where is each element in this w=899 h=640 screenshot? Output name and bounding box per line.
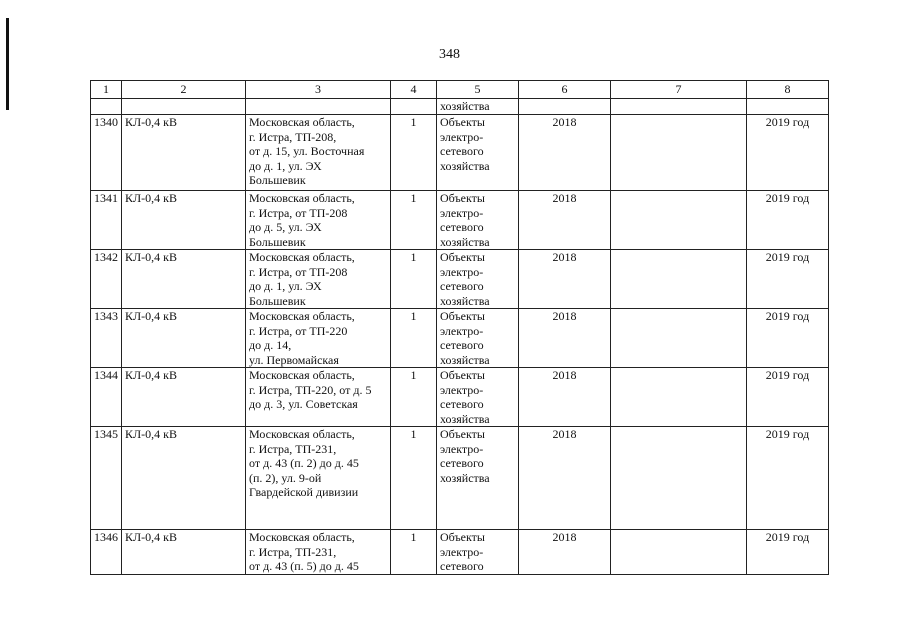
object-name: КЛ-0,4 кВ bbox=[122, 191, 246, 250]
object-name: КЛ-0,4 кВ bbox=[122, 250, 246, 309]
quantity: 1 bbox=[391, 368, 437, 427]
table-row bbox=[91, 309, 829, 368]
object-address: Московская область, г. Истра, от ТП-208 до д. 5, ул. ЭХ Большевик bbox=[246, 191, 391, 250]
header-cell-8: 8 bbox=[747, 81, 829, 99]
plan-period: 2019 год bbox=[747, 309, 829, 368]
object-name: КЛ-0,4 кВ bbox=[122, 427, 246, 530]
object-name: КЛ-0,4 кВ bbox=[122, 309, 246, 368]
plan-period: 2019 год bbox=[747, 530, 829, 575]
object-type: Объекты электро- сетевого хозяйства bbox=[437, 191, 519, 250]
plan-period: 2019 год bbox=[747, 115, 829, 191]
quantity: 1 bbox=[391, 191, 437, 250]
column-7 bbox=[611, 250, 747, 309]
plan-period: 2019 год bbox=[747, 191, 829, 250]
header-cell-7: 7 bbox=[611, 81, 747, 99]
column-7 bbox=[611, 191, 747, 250]
object-type: Объекты электро- сетевого bbox=[437, 530, 519, 575]
quantity: 1 bbox=[391, 309, 437, 368]
object-type: Объекты электро- сетевого хозяйства bbox=[437, 309, 519, 368]
quantity: 1 bbox=[391, 250, 437, 309]
object-address: Московская область, г. Истра, ТП-220, от д. 5 до д. 3, ул. Советская bbox=[246, 368, 391, 427]
row-number: 1341 bbox=[91, 191, 122, 250]
object-name: КЛ-0,4 кВ bbox=[122, 530, 246, 575]
table-row bbox=[91, 530, 829, 575]
object-type: Объекты электро- сетевого хозяйства bbox=[437, 115, 519, 191]
object-type: Объекты электро- сетевого хозяйства bbox=[437, 250, 519, 309]
cont-cell bbox=[122, 99, 246, 115]
cont-cell bbox=[391, 99, 437, 115]
header-cell-6: 6 bbox=[519, 81, 611, 99]
object-type: Объекты электро- сетевого хозяйства bbox=[437, 427, 519, 530]
header-row bbox=[91, 81, 829, 99]
object-address: Московская область, г. Истра, ТП-231, от д. 43 (п. 5) до д. 45 bbox=[246, 530, 391, 575]
row-number: 1343 bbox=[91, 309, 122, 368]
object-type: Объекты электро- сетевого хозяйства bbox=[437, 368, 519, 427]
column-7 bbox=[611, 368, 747, 427]
header-cell-4: 4 bbox=[391, 81, 437, 99]
year: 2018 bbox=[519, 115, 611, 191]
column-7 bbox=[611, 427, 747, 530]
cont-cell bbox=[519, 99, 611, 115]
quantity: 1 bbox=[391, 530, 437, 575]
object-address: Московская область, г. Истра, от ТП-220 до д. 14, ул. Первомайская bbox=[246, 309, 391, 368]
object-address: Московская область, г. Истра, ТП-208, от д. 15, ул. Восточная до д. 1, ул. ЭХ Большевик bbox=[246, 115, 391, 191]
table-row bbox=[91, 427, 829, 530]
year: 2018 bbox=[519, 530, 611, 575]
table-row bbox=[91, 250, 829, 309]
row-number: 1345 bbox=[91, 427, 122, 530]
table-row bbox=[91, 115, 829, 191]
table-row bbox=[91, 191, 829, 250]
object-name: КЛ-0,4 кВ bbox=[122, 368, 246, 427]
quantity: 1 bbox=[391, 115, 437, 191]
header-cell-2: 2 bbox=[122, 81, 246, 99]
plan-period: 2019 год bbox=[747, 250, 829, 309]
year: 2018 bbox=[519, 250, 611, 309]
table-row bbox=[91, 368, 829, 427]
page-number: 348 bbox=[439, 47, 460, 62]
row-number: 1342 bbox=[91, 250, 122, 309]
object-name: КЛ-0,4 кВ bbox=[122, 115, 246, 191]
cont-cell bbox=[91, 99, 122, 115]
cont-cell bbox=[747, 99, 829, 115]
scan-margin-mark bbox=[6, 18, 9, 110]
row-number: 1344 bbox=[91, 368, 122, 427]
object-address: Московская область, г. Истра, от ТП-208 до д. 1, ул. ЭХ Большевик bbox=[246, 250, 391, 309]
year: 2018 bbox=[519, 309, 611, 368]
plan-period: 2019 год bbox=[747, 368, 829, 427]
cont-cell bbox=[246, 99, 391, 115]
row-number: 1340 bbox=[91, 115, 122, 191]
header-cell-3: 3 bbox=[246, 81, 391, 99]
continuation-row bbox=[91, 99, 829, 115]
plan-period: 2019 год bbox=[747, 427, 829, 530]
year: 2018 bbox=[519, 427, 611, 530]
quantity: 1 bbox=[391, 427, 437, 530]
header-cell-1: 1 bbox=[91, 81, 122, 99]
header-cell-5: 5 bbox=[437, 81, 519, 99]
column-7 bbox=[611, 530, 747, 575]
cont-cell: хозяйства bbox=[437, 99, 519, 115]
data-table bbox=[90, 80, 829, 575]
year: 2018 bbox=[519, 368, 611, 427]
cont-cell bbox=[611, 99, 747, 115]
column-7 bbox=[611, 115, 747, 191]
year: 2018 bbox=[519, 191, 611, 250]
column-7 bbox=[611, 309, 747, 368]
row-number: 1346 bbox=[91, 530, 122, 575]
object-address: Московская область, г. Истра, ТП-231, от д. 43 (п. 2) до д. 45 (п. 2), ул. 9-ой Гвардейской дивизии bbox=[246, 427, 391, 530]
